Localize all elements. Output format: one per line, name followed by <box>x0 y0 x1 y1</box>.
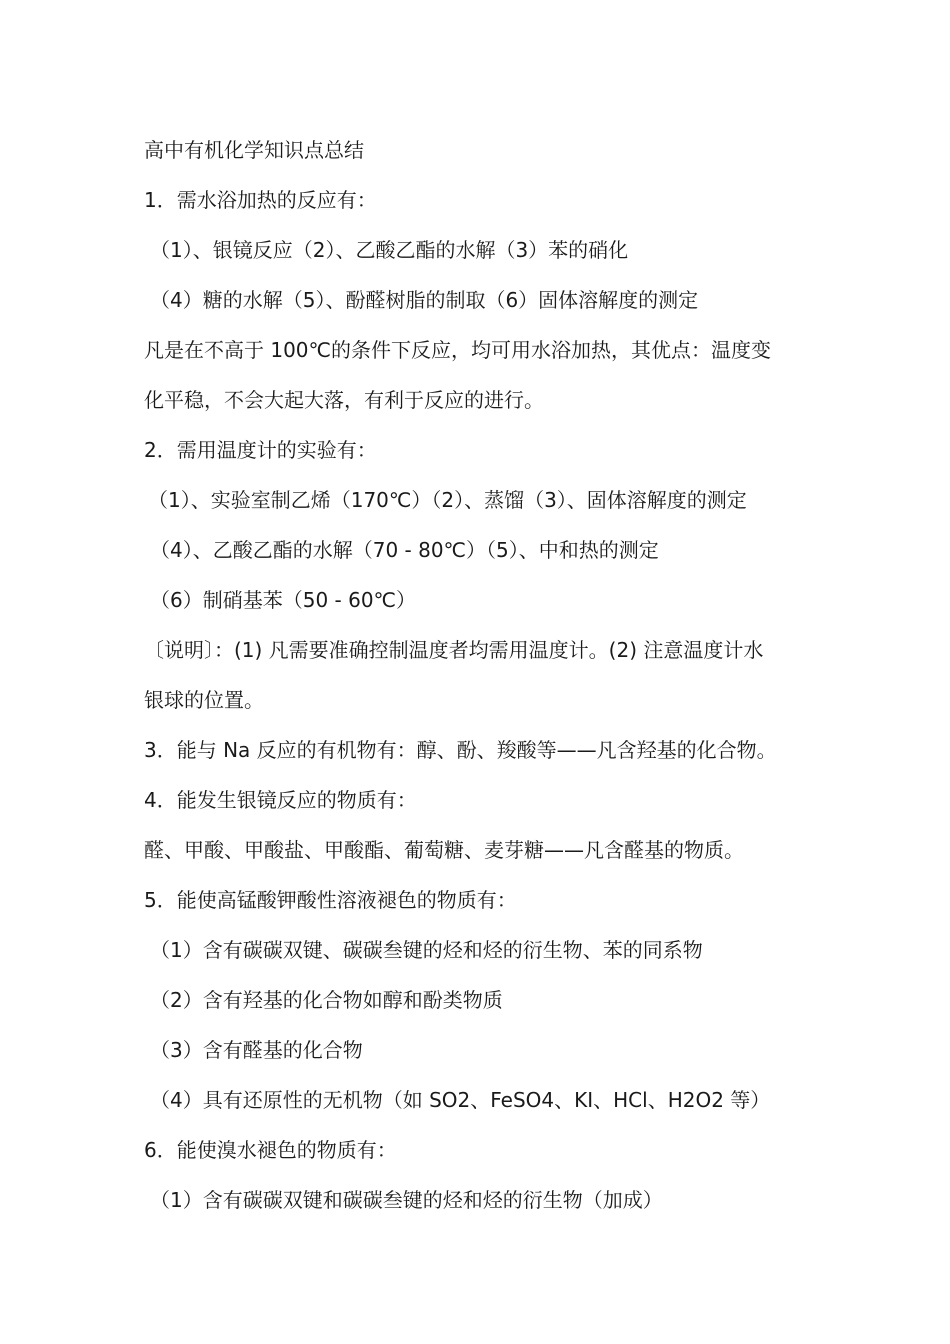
paragraph-line: 化平稳，不会大起大落，有利于反应的进行。 <box>144 388 544 412</box>
list-line: （3）含有醛基的化合物 <box>150 1038 363 1062</box>
list-line: （4）具有还原性的无机物（如 SO2、FeSO4、KI、HCl、H2O2 等） <box>150 1088 771 1112</box>
list-line: （1）含有碳碳双键和碳碳叁键的烃和烃的衍生物（加成） <box>150 1188 663 1212</box>
list-line: （4）、乙酸乙酯的水解（70 - 80℃）（5）、中和热的测定 <box>150 538 659 562</box>
list-line: （1）、银镜反应（2）、乙酸乙酯的水解（3）苯的硝化 <box>150 238 629 262</box>
heading-6: 6．能使溴水褪色的物质有： <box>144 1138 397 1162</box>
heading-1: 1．需水浴加热的反应有： <box>144 188 377 212</box>
paragraph-line: 〔说明〕：(1) 凡需要准确控制温度者均需用温度计。(2) 注意温度计水 <box>144 638 764 662</box>
list-line: （1）含有碳碳双键、碳碳叁键的烃和烃的衍生物、苯的同系物 <box>150 938 703 962</box>
heading-3: 3．能与 Na 反应的有机物有：醇、酚、羧酸等——凡含羟基的化合物。 <box>144 738 777 762</box>
paragraph-line: 凡是在不高于 100℃的条件下反应，均可用水浴加热，其优点：温度变 <box>144 338 771 362</box>
list-line: （6）制硝基苯（50 - 60℃） <box>150 588 417 612</box>
heading-5: 5．能使高锰酸钾酸性溶液褪色的物质有： <box>144 888 517 912</box>
document-title: 高中有机化学知识点总结 <box>144 138 364 162</box>
list-line: （4）糖的水解（5）、酚醛树脂的制取（6）固体溶解度的测定 <box>150 288 699 312</box>
paragraph-line: 醛、甲酸、甲酸盐、甲酸酯、葡萄糖、麦芽糖——凡含醛基的物质。 <box>144 838 744 862</box>
paragraph-line: 银球的位置。 <box>144 688 264 712</box>
list-line: （1）、实验室制乙烯（170℃）（2）、蒸馏（3）、固体溶解度的测定 <box>148 488 747 512</box>
heading-4: 4．能发生银镜反应的物质有： <box>144 788 417 812</box>
list-line: （2）含有羟基的化合物如醇和酚类物质 <box>150 988 503 1012</box>
heading-2: 2．需用温度计的实验有： <box>144 438 377 462</box>
